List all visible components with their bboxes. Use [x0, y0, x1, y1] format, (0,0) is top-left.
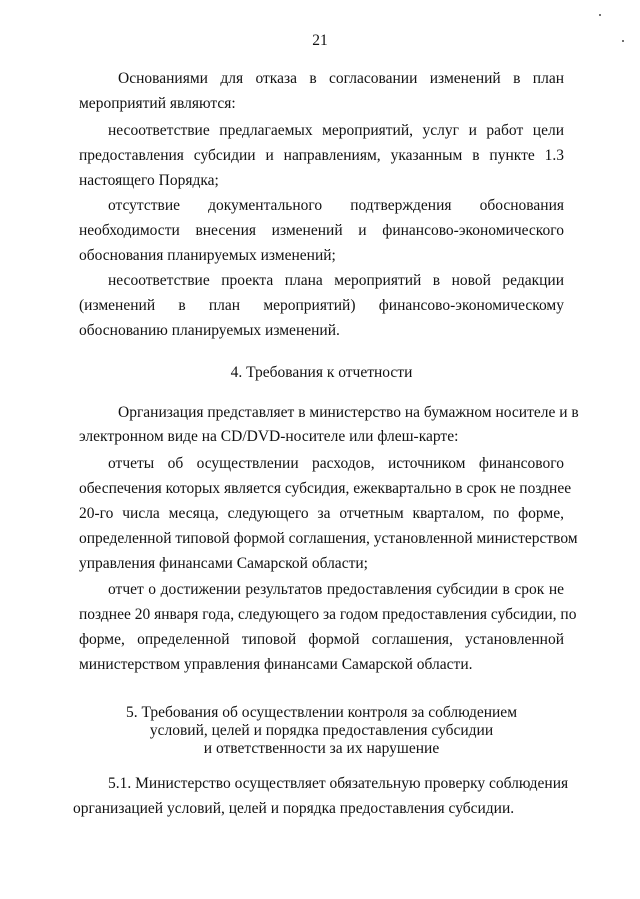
expense-reports-line-5: управления финансами Самарской области;	[79, 555, 368, 572]
inconsistency-line-2: предоставления субсидии и направлениям, указанным в пункте 1.3	[79, 147, 564, 164]
reporting-line-2: электронном виде на CD/DVD-носителе или флеш-карте:	[79, 428, 459, 445]
paragraph-5-1-line-2: организацией условий, целей и порядка предоставления субсидии.	[73, 800, 515, 817]
inconsistency-line-1: несоответствие предлагаемых мероприятий, услуг и работ цели	[108, 122, 564, 139]
expense-reports-line-4: определенной типовой формой соглашения, установленной министерством	[79, 530, 578, 547]
no-documents-line-2: необходимости внесения изменений и финансово-экономического	[79, 222, 564, 239]
section-5-title-line-3: и ответственности за их нарушение	[203, 740, 440, 757]
expense-reports-line-3: 20-го числа месяца, следующего за отчетным кварталом, по форме,	[79, 505, 564, 522]
scan-speck	[622, 40, 624, 42]
results-report-line-4: министерством управления финансами Самарской области.	[79, 656, 473, 673]
plan-mismatch-line-1: несоответствие проекта плана мероприятий в новой редакции	[108, 272, 564, 289]
plan-mismatch-line-2: (изменений в план мероприятий) финансово-экономическому	[79, 297, 564, 314]
results-report-line-3: форме, определенной типовой формой соглашения, установленной	[79, 631, 564, 648]
section-4-title: 4. Требования к отчетности	[230, 364, 413, 381]
no-documents-line-3: обоснования планируемых изменений;	[79, 247, 336, 264]
inconsistency-line-3: настоящего Порядка;	[79, 172, 219, 189]
results-report-line-1: отчет о достижении результатов предоставления субсидии в срок не	[108, 581, 564, 598]
expense-reports-line-1: отчеты об осуществлении расходов, источником финансового	[108, 455, 564, 472]
reporting-line-1: Организация представляет в министерство на бумажном носителе и в	[118, 404, 579, 421]
page-number: 21	[312, 32, 328, 49]
section-5-title-line-2: условий, целей и порядка предоставления субсидии	[149, 722, 494, 739]
section-5-title-line-1: 5. Требования об осуществлении контроля за соблюдением	[125, 704, 517, 721]
plan-mismatch-line-3: обоснованию планируемых изменений.	[79, 322, 340, 339]
paragraph-5-1-line-1: 5.1. Министерство осуществляет обязательную проверку соблюдения	[108, 775, 569, 792]
refusal-grounds-line-2: мероприятий являются:	[79, 95, 236, 112]
scan-speck	[599, 14, 601, 16]
expense-reports-line-2: обеспечения которых является субсидия, ежеквартально в срок не позднее	[79, 480, 572, 497]
results-report-line-2: позднее 20 января года, следующего за годом предоставления субсидии, по	[79, 606, 577, 623]
no-documents-line-1: отсутствие документального подтверждения обоснования	[108, 197, 564, 214]
refusal-grounds-line-1: Основаниями для отказа в согласовании изменений в план	[118, 70, 564, 87]
